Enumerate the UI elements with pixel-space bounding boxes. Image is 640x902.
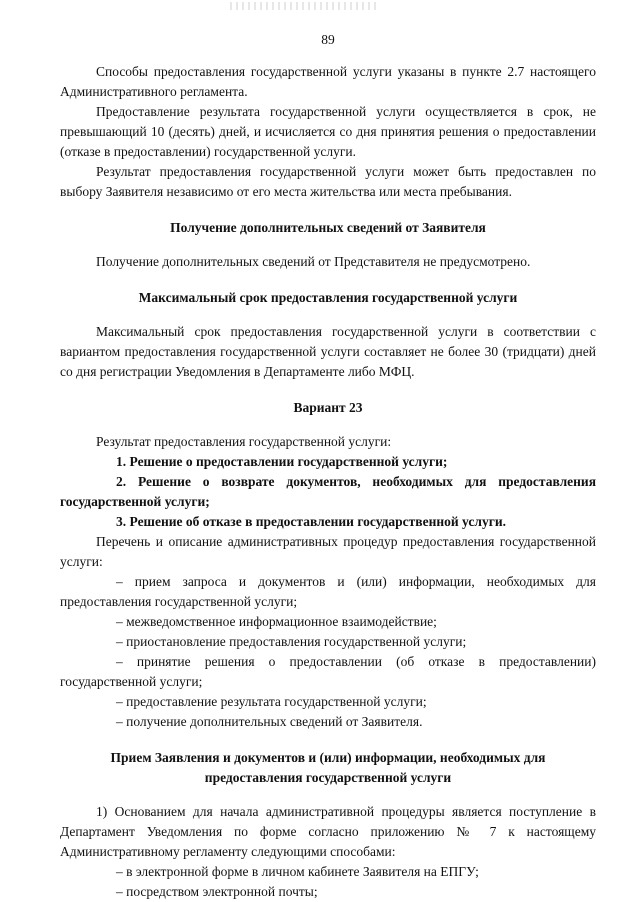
- result-item: 3. Решение об отказе в предоставлении государственной услуги.: [116, 514, 506, 529]
- heading-additional-info: Получение дополнительных сведений от Заявителя: [170, 220, 486, 235]
- heading-variant: Вариант 23: [293, 400, 363, 415]
- procedure-item: – принятие решения о предоставлении (об отказе в предоставлении) государственной услуги;: [60, 654, 596, 689]
- method-item: – посредством электронной почты;: [116, 884, 318, 899]
- document-page: [60, 30, 596, 902]
- paragraph-result-choice: Результат предоставления государственной услуги может быть предоставлен по выбору Заявителя независимо от его места жительства или места пребывания.: [60, 164, 596, 199]
- paragraph-max-term: Максимальный срок предоставления государственной услуги в соответствии с вариантом предоставления государственной услуги составляет не более 30 (тридцати) дней со дня регистрации Уведомления в Департаменте либо МФЦ.: [60, 324, 596, 379]
- scan-artifact: [230, 2, 380, 10]
- procedure-item: – получение дополнительных сведений от Заявителя.: [116, 714, 423, 729]
- heading-application-receipt: Прием Заявления и документов и (или) информации, необходимых для предоставления государственной услуги: [110, 750, 546, 785]
- procedure-item: – межведомственное информационное взаимодействие;: [116, 614, 437, 629]
- paragraph-additional-info: Получение дополнительных сведений от Представителя не предусмотрено.: [96, 254, 531, 269]
- method-item: – в электронной форме в личном кабинете Заявителя на ЕПГУ;: [116, 864, 479, 879]
- procedure-item: – предоставление результата государственной услуги;: [116, 694, 427, 709]
- paragraph-procedures-intro: Перечень и описание административных процедур предоставления государственной услуги:: [60, 534, 596, 569]
- heading-max-term: Максимальный срок предоставления государственной услуги: [138, 290, 518, 305]
- paragraph-procedure-basis: 1) Основанием для начала административной процедуры является поступление в Департамент Уведомления по форме согласно приложению № 7 к настоящему Административному регламенту следующими способами:: [60, 804, 596, 859]
- paragraph-result-term: Предоставление результата государственной услуги осуществляется в срок, не превышающий 10 (десять) дней, и исчисляется со дня принятия решения о предоставлении (отказе в предоставлении) государственной услуги.: [60, 104, 596, 159]
- paragraph-delivery-methods: Способы предоставления государственной услуги указаны в пункте 2.7 настоящего Административного регламента.: [60, 64, 596, 99]
- procedure-item: – приостановление предоставления государственной услуги;: [116, 634, 467, 649]
- paragraph-result-intro: Результат предоставления государственной услуги:: [96, 434, 392, 449]
- result-item: 1. Решение о предоставлении государственной услуги;: [116, 454, 448, 469]
- result-item: 2. Решение о возврате документов, необходимых для предоставления государственной услуги;: [60, 474, 596, 509]
- page-number: 89: [321, 32, 335, 47]
- procedure-item: – прием запроса и документов и (или) информации, необходимых для предоставления государственной услуги;: [60, 574, 596, 609]
